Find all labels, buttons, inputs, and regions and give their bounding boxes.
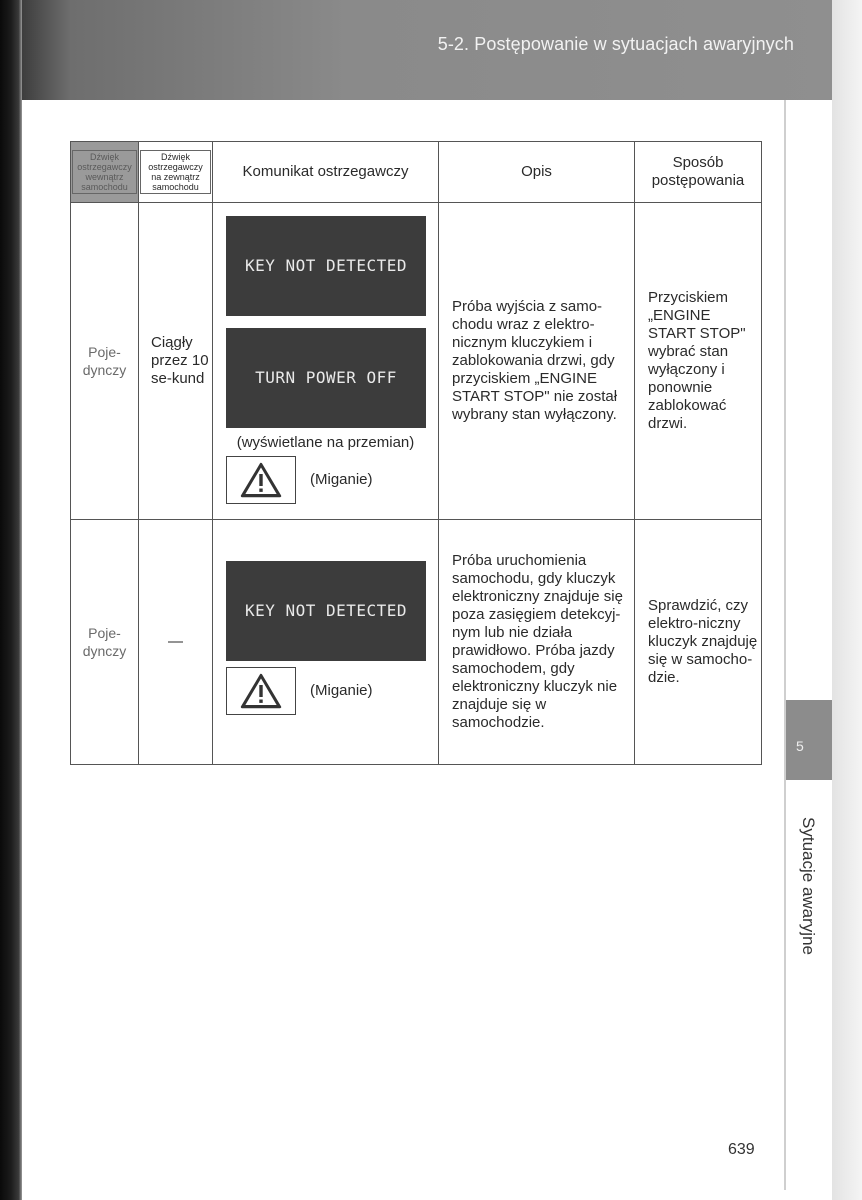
- header-outside-sound: Dźwięk ostrzegawczy na zewnątrz samochodu: [139, 142, 213, 203]
- description-cell: Próba wyjścia z samo-chodu wraz z elektro-nicznym kluczykiem i zablokowania drzwi, gdy przyciskiem „ENGINE START STOP" nie został wybrany stan wyłączony.: [439, 203, 635, 520]
- warning-indicator-box: [226, 456, 296, 504]
- message-cell: [213, 520, 439, 765]
- table-row: [71, 520, 762, 765]
- warning-indicator-row: [226, 456, 437, 504]
- chapter-number: 5: [796, 738, 804, 754]
- header-description: Opis: [439, 142, 635, 203]
- inside-sound-cell: Poje-dynczy: [71, 203, 139, 520]
- section-title: 5-2. Postępowanie w sytuacjach awaryjnych: [437, 34, 794, 54]
- indicator-label: (Miganie): [310, 470, 373, 488]
- action-cell: Przyciskiem „ENGINE START STOP" wybrać stan wyłączony i ponownie zablokować drzwi.: [635, 203, 762, 520]
- message-note: (wyświetlane na przemian): [236, 433, 415, 451]
- page-header: [22, 0, 832, 100]
- header-action: Sposób postępowania: [635, 142, 762, 203]
- warning-triangle-icon: [239, 461, 283, 499]
- lcd-message: KEY NOT DETECTED: [226, 216, 426, 316]
- outside-sound-cell: Ciągły przez 10 se-kund: [139, 203, 213, 520]
- description-cell: Próba uruchomienia samochodu, gdy kluczyk elektroniczny znajduje się poza zasięgiem detekcyj-nym lub nie działa prawidłowo. Próba jazdy samochodem, gdy elektroniczny kluczyk nie znajduje się w samochodzie.: [439, 520, 635, 765]
- message-cell: [213, 203, 439, 520]
- table-header-row: [71, 142, 762, 203]
- page-number: 639: [728, 1141, 755, 1158]
- indicator-label: (Miganie): [310, 682, 373, 699]
- action-cell: Sprawdzić, czy elektro-niczny kluczyk znajduję się w samocho-dzie.: [635, 520, 762, 765]
- table-row: [71, 203, 762, 520]
- warning-triangle-icon: [239, 672, 283, 710]
- section-label-text: Sytuacje awaryjne: [799, 817, 818, 955]
- header-warning-message: Komunikat ostrzegawczy: [213, 142, 439, 203]
- inside-sound-cell: Poje-dynczy: [71, 520, 139, 765]
- page-edge: [832, 0, 862, 1200]
- warning-indicator-row: [226, 667, 437, 715]
- warning-table: [70, 141, 762, 765]
- header-inside-sound: Dźwięk ostrzegawczy wewnątrz samochodu: [71, 142, 139, 203]
- lcd-message: TURN POWER OFF: [226, 328, 426, 428]
- warning-indicator-box: [226, 667, 296, 715]
- chapter-tab: [786, 700, 832, 780]
- section-side-label: [778, 800, 838, 972]
- side-divider: [784, 100, 786, 1190]
- outside-sound-cell: —: [139, 520, 213, 765]
- lcd-message: KEY NOT DETECTED: [226, 561, 426, 661]
- book-spine-shadow: [0, 0, 22, 1200]
